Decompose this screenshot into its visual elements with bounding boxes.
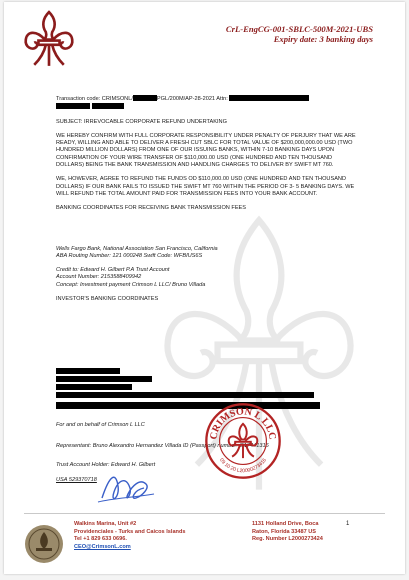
footer-divider	[24, 513, 385, 514]
banking-coordinates-heading: BANKING COORDINATES FOR RECEIVING BANK TRANSMISSION FEES	[56, 205, 247, 212]
on-behalf-line: For and on behalf of Crimson L LLC	[56, 422, 145, 428]
footer-left-line-2: Providenciales - Turks and Caicos Islands	[74, 528, 186, 535]
account-number: Account Number: 2153588409942	[56, 274, 142, 281]
expiry-date: Expiry date: 3 banking days	[273, 34, 373, 44]
footer-left-line-3: Tel +1 829 633 0696.	[74, 536, 127, 543]
seal-top-text: CRIMSON L LLC	[208, 406, 278, 441]
transaction-prefix: Transaction code: CRIMSONL/	[56, 96, 133, 102]
routing-number: ABA Routing Number: 121 000248 Swift Code: WFBIUS6S	[56, 252, 203, 259]
trust-holder-line: Trust Account Holder: Edward H. Gilbert	[56, 462, 156, 468]
redaction-bar	[56, 103, 90, 109]
footer-right-line-2: Raton, Florida 33487 US	[252, 528, 317, 535]
refund-paragraph: WE, HOWEVER, AGREE TO REFUND THE FUNDS OD $110,000.00 USD (ONE HUNDRED AND TEN THOUSAND DOLLARS) IF OUR BANK FAILS TO ISSUED THE SWIFT MT 760 WITHIN THE PERIOD OF 3- 5 BANKING DAYS. WE WILL REFUND THE TOTAL AMOUNT PAID FOR TRANSMISSION FEES INTO YOUR BANK ACCOUNT.	[56, 176, 355, 197]
reference-code: CrL-EngCG-001-SBLC-500M-2021-UBS	[225, 24, 373, 34]
redaction-bar	[133, 95, 157, 101]
transaction-mid: PGL/200M/AP-28-2021 Attn:	[156, 96, 228, 102]
footer-emblem-icon	[24, 524, 64, 564]
payment-concept: Concept: Investment payment Crimson L LLC/ Bruno Villada	[56, 281, 206, 288]
signature	[96, 468, 156, 508]
footer-right-line-3: Reg. Number L2000273424	[252, 536, 323, 543]
usa-id-line: USA 529370718	[56, 477, 97, 483]
document-page	[4, 2, 405, 574]
subject-line: SUBJECT: IRREVOCABLE CORPORATE REFUND UNDERTAKING	[56, 118, 227, 125]
seal-bottom-text: 09 10 20 L20000273416	[218, 457, 268, 475]
redaction-bar	[56, 384, 132, 390]
bank-name: Wells Fargo Bank, National Association San Francisco, California	[56, 245, 218, 252]
footer-right-line-1: 1131 Holland Drive, Boca	[252, 521, 319, 527]
document-reference	[226, 24, 373, 44]
company-seal	[204, 402, 282, 480]
undertaking-paragraph: WE HEREBY CONFIRM WITH FULL CORPORATE RESPONSIBILITY UNDER PENALTY OF PERJURY THAT WE ARE READY, WILLING AND ABLE TO DELIVER A FRESH CUT SBLC FOR TOTAL VALUE OF $200,000,000.00 USD (TWO HUNDRED MILLION DOLLARS) FROM ONE OF OUR ISSUING BANKS, WITHIN 7-10 BANKING DAYS UPON CONFIRMATION OF YOUR WIRE TRANSFER OF $110,000.00 USD (ONE HUNDRED AND TEN THOUSAND DOLLARS) BEING THE BANK TRANSMISSION AND HANDLING CHARGES TO DELIVER BY SWIFT MT 760.	[56, 132, 356, 169]
footer-email-link[interactable]: CEO@CrimsonL.com	[74, 543, 131, 550]
transaction-line	[56, 95, 356, 103]
fleur-de-lis-logo	[22, 10, 76, 68]
representant-line: Representant: Bruno Alexandro Hernandez Villada ID (Passport) number: G17441316	[56, 443, 269, 449]
footer-address-right	[252, 521, 323, 544]
redaction-bar	[229, 95, 309, 101]
letter-body	[56, 95, 356, 303]
redaction-bar	[56, 368, 120, 374]
redaction-bar	[92, 103, 124, 109]
page-number: 1	[346, 521, 350, 527]
credit-to: Credit to: Edward H. Gilbert P.A Trust Account	[56, 267, 170, 274]
footer-address-left	[74, 521, 186, 551]
redaction-bar	[56, 376, 152, 382]
investor-coordinates-heading: INVESTOR'S BANKING COORDINATES	[56, 296, 159, 303]
svg-text:09 10 20 L20000273416	[218, 457, 268, 474]
footer-left-line-1: Walkins Marina, Unit #2	[74, 521, 137, 527]
redaction-bar	[56, 392, 314, 398]
transaction-line-2	[56, 103, 356, 111]
